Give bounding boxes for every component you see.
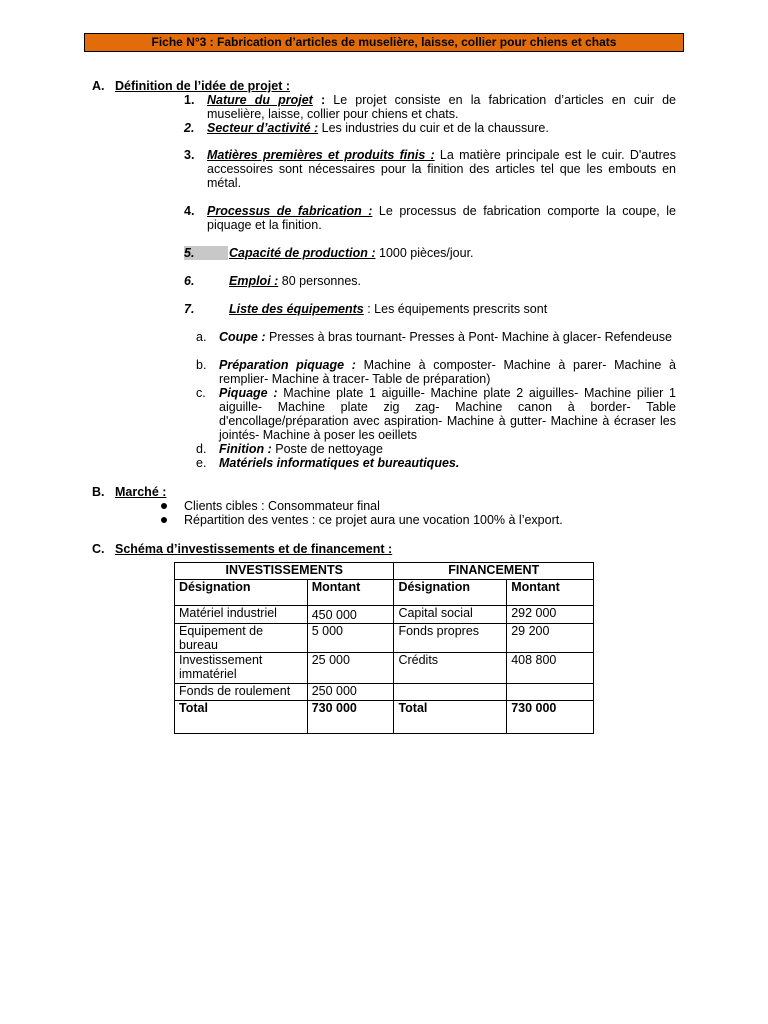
table-cell xyxy=(394,684,507,701)
table-cell: 292 000 xyxy=(507,606,594,624)
table-cell xyxy=(507,684,594,701)
item-1-text: Le projet consiste en la fabrication d’articles en cuir de muselière, laisse, collier pour chiens et chats. xyxy=(207,93,676,121)
section-c-marker: C. xyxy=(92,542,105,556)
item-4 xyxy=(207,204,676,232)
total-row xyxy=(175,701,594,734)
col-header-designation: Désignation xyxy=(394,580,507,606)
bullet-ventes: Répartition des ventes : ce projet aura une vocation 100% à l’export. xyxy=(184,513,563,527)
item-2-number: 2. xyxy=(184,121,195,135)
total-label: Total xyxy=(175,701,308,734)
table-cell: 408 800 xyxy=(507,653,594,684)
table-cell: Investissement immatériel xyxy=(175,653,308,684)
item-2-label: Secteur d’activité : xyxy=(207,121,319,135)
table-cell: Fonds propres xyxy=(394,624,507,653)
page-title: Fiche N°3 : Fabrication d’articles de muselière, laisse, collier pour chiens et chats xyxy=(84,33,684,52)
item-5-highlight xyxy=(184,246,228,260)
equip-b-text: Machine à composter- Machine à parer- Machine à remplier- Machine à tracer- Table de préparation) xyxy=(219,358,676,386)
item-4-text: Le processus de fabrication comporte la coupe, le piquage et la finition. xyxy=(207,204,676,232)
column-header-row xyxy=(175,580,594,606)
table-row xyxy=(175,624,594,653)
equip-b xyxy=(219,358,676,386)
table-row xyxy=(175,653,594,684)
table-cell: 29 200 xyxy=(507,624,594,653)
equip-b-letter: b. xyxy=(196,358,207,372)
equip-e-label: Matériels informatiques et bureautiques. xyxy=(219,456,460,470)
table-cell: 250 000 xyxy=(307,684,394,701)
equip-d-text: Poste de nettoyage xyxy=(271,442,383,456)
item-7-number: 7. xyxy=(184,302,195,316)
item-5-label: Capacité de production : xyxy=(229,246,376,260)
item-5-number-cell xyxy=(184,246,228,260)
equip-a-label: Coupe : xyxy=(219,330,266,344)
table-cell: 5 000 xyxy=(307,624,394,653)
header-investissements: INVESTISSEMENTS xyxy=(175,563,394,580)
bullet-clients: Clients cibles : Consommateur final xyxy=(184,499,380,513)
item-3-label: Matières premières et produits finis : xyxy=(207,148,435,162)
item-4-number: 4. xyxy=(184,204,195,218)
total-value: 730 000 xyxy=(307,701,394,734)
item-1-number: 1. xyxy=(184,93,195,107)
item-4-label: Processus de fabrication : xyxy=(207,204,373,218)
equip-a-letter: a. xyxy=(196,330,207,344)
table-cell: Fonds de roulement xyxy=(175,684,308,701)
table-cell: Crédits xyxy=(394,653,507,684)
equip-c-label: Piquage : xyxy=(219,386,278,400)
item-3-number: 3. xyxy=(184,148,195,162)
section-a-heading: Définition de l’idée de projet : xyxy=(115,79,291,93)
item-2 xyxy=(207,121,676,135)
table-cell: 25 000 xyxy=(307,653,394,684)
equip-a xyxy=(219,330,676,344)
col-header-montant: Montant xyxy=(307,580,394,606)
total-label: Total xyxy=(394,701,507,734)
equip-e-letter: e. xyxy=(196,456,207,470)
equip-d-letter: d. xyxy=(196,442,207,456)
table-cell: Equipement de bureau xyxy=(175,624,308,653)
col-header-montant: Montant xyxy=(507,580,594,606)
table-row xyxy=(175,684,594,701)
item-6-text: 80 personnes. xyxy=(278,274,362,288)
header-financement: FINANCEMENT xyxy=(394,563,594,580)
table-cell: Matériel industriel xyxy=(175,606,308,624)
item-1 xyxy=(207,93,676,121)
equip-d-label: Finition : xyxy=(219,442,272,456)
table-row xyxy=(175,606,594,624)
item-5 xyxy=(229,246,474,260)
financing-table xyxy=(174,562,594,734)
bullet-dot xyxy=(161,503,167,509)
equip-b-label: Préparation piquage : xyxy=(219,358,356,372)
equip-c xyxy=(219,386,676,442)
item-6-label: Emploi : xyxy=(229,274,279,288)
item-5-text: 1000 pièces/jour. xyxy=(375,246,474,260)
equip-e xyxy=(219,456,676,470)
equip-a-text: Presses à bras tournant- Presses à Pont- Machine à glacer- Refendeuse xyxy=(265,330,672,344)
group-header-row xyxy=(175,563,594,580)
equip-c-letter: c. xyxy=(196,386,206,400)
item-7-label: Liste des équipements xyxy=(229,302,364,316)
section-c-heading: Schéma d’investissements et de financement : xyxy=(115,542,393,556)
item-3 xyxy=(207,148,676,190)
item-6-number: 6. xyxy=(184,274,195,288)
col-header-designation: Désignation xyxy=(175,580,308,606)
item-6 xyxy=(229,274,361,288)
item-5-number: 5. xyxy=(184,246,195,260)
item-1-separator: : xyxy=(312,93,334,107)
item-2-text: Les industries du cuir et de la chaussure. xyxy=(318,121,549,135)
total-value: 730 000 xyxy=(507,701,594,734)
equip-d xyxy=(219,442,676,456)
item-7-text: : Les équipements prescrits sont xyxy=(363,302,548,316)
section-b-marker: B. xyxy=(92,485,105,499)
section-a-marker: A. xyxy=(92,79,105,93)
section-b-heading: Marché : xyxy=(115,485,167,499)
item-1-label: Nature du projet xyxy=(207,93,313,107)
bullet-dot xyxy=(161,517,167,523)
item-3-text: La matière principale est le cuir. D'autres accessoires sont nécessaires pour la finition des articles tel que les embouts en métal. xyxy=(207,148,676,190)
equip-c-text: Machine plate 1 aiguille- Machine plate 2 aiguilles- Machine pilier 1 aiguille- Machine plate zig zag- Machine canon à border- Table d'encollage/préparation avec aspiration- Machine à gutter- Machine à écraser les jointés- Machine à poser les oeillets xyxy=(219,386,676,442)
item-7 xyxy=(229,302,547,316)
table-cell: 450 000 xyxy=(307,606,394,624)
table-cell: Capital social xyxy=(394,606,507,624)
